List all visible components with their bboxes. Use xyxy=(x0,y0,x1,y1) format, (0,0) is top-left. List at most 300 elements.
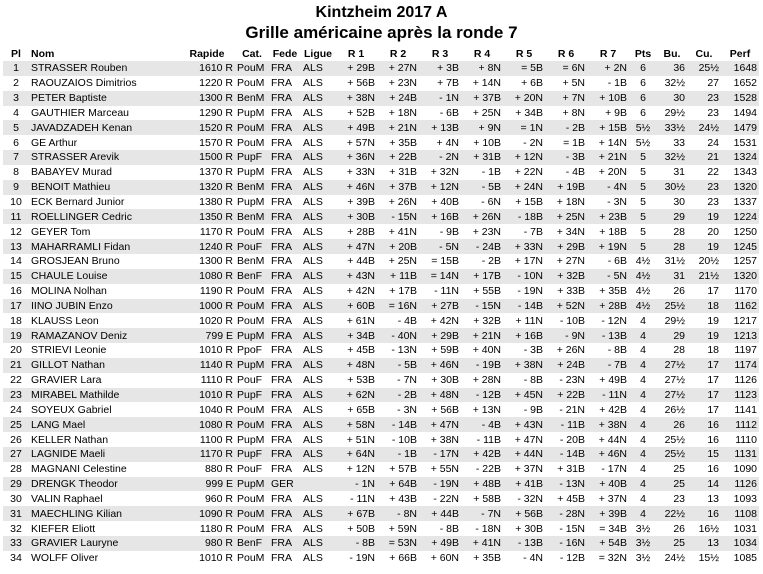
col-fede-cell: FRA xyxy=(271,166,292,179)
col-cat-cell: PpoF xyxy=(237,344,263,357)
col-fede-cell: FRA xyxy=(269,506,301,521)
col-cu-cell: 22 xyxy=(707,166,719,179)
col-r5-cell: - 14B xyxy=(503,299,545,314)
col-r7-cell: + 35B xyxy=(599,285,627,298)
col-r7-cell: + 21N xyxy=(587,150,629,165)
col-r4-cell: - 12B xyxy=(461,388,503,403)
col-pl-cell: 20 xyxy=(10,344,22,357)
col-r7-cell: - 6B xyxy=(607,255,627,268)
col-cu-header: Cu. xyxy=(695,47,713,60)
col-pts-cell: 5 xyxy=(640,196,646,209)
col-nom-cell: GRAVIER Lauryne xyxy=(29,536,179,551)
col-fede-cell: FRA xyxy=(269,180,301,195)
col-r7-cell: + 23B xyxy=(587,209,629,224)
col-fede-cell: FRA xyxy=(269,358,301,373)
col-r6-cell: + 34N xyxy=(556,225,585,238)
col-perf-cell: 1090 xyxy=(733,463,757,476)
col-ligue-cell: ALS xyxy=(303,225,323,238)
col-cu-cell: 19 xyxy=(687,239,721,254)
col-pl-cell: 2 xyxy=(13,77,19,90)
col-rapide-cell: 1370 R xyxy=(199,166,233,179)
col-perf-cell: 1224 xyxy=(721,209,759,224)
col-r6-cell: - 23N xyxy=(559,374,585,387)
col-perf-cell: 1085 xyxy=(733,552,757,565)
col-r4-cell: + 13N xyxy=(472,403,501,416)
col-r1-cell: + 12N xyxy=(346,463,375,476)
col-r3-cell: + 59B xyxy=(431,344,459,357)
col-r7-cell: = 34B xyxy=(599,522,627,535)
col-fede-cell: FRA xyxy=(271,106,292,119)
col-bu-cell: 28 xyxy=(673,344,685,357)
col-r2-cell: - 1B xyxy=(377,447,419,462)
table-row xyxy=(3,477,759,492)
page-subtitle: Grille américaine après la ronde 7 xyxy=(245,23,518,42)
col-r7-cell: + 42B xyxy=(599,403,627,416)
col-pl-cell: 10 xyxy=(10,196,22,209)
col-r7-cell: - 8B xyxy=(607,344,627,357)
table-row xyxy=(3,328,759,343)
col-r2-cell: + 11B xyxy=(377,269,419,284)
col-rapide-cell: 1010 R xyxy=(199,552,233,565)
col-r2-cell: + 37B xyxy=(377,180,419,195)
col-perf-cell: 1343 xyxy=(733,166,757,179)
col-r4-cell: + 21N xyxy=(461,328,503,343)
col-r2-cell: + 41N xyxy=(388,225,417,238)
col-ligue-cell: ALS xyxy=(301,417,335,432)
col-fede-cell: FRA xyxy=(269,299,301,314)
col-r1-cell: + 62N xyxy=(335,388,377,403)
col-nom-cell: BENOIT Mathieu xyxy=(29,180,179,195)
col-r6-cell: + 7N xyxy=(545,91,587,106)
col-pts-cell: 5½ xyxy=(635,136,651,149)
table-row xyxy=(3,224,759,239)
col-perf-cell: 1123 xyxy=(721,388,759,403)
col-cat-cell: PouM xyxy=(237,285,265,298)
col-perf-cell: 1320 xyxy=(721,180,759,195)
col-r2-cell: + 66B xyxy=(389,552,417,565)
col-r2-cell: - 15N xyxy=(377,209,419,224)
col-r3-cell: + 40B xyxy=(431,196,459,209)
col-perf-cell: 1093 xyxy=(733,492,757,505)
col-r6-cell: - 3B xyxy=(545,150,587,165)
col-fede-cell: FRA xyxy=(271,374,292,387)
col-cat-cell: PupF xyxy=(235,388,269,403)
col-r7-cell: + 44N xyxy=(598,433,627,446)
col-r4-cell: + 40N xyxy=(472,344,501,357)
col-ligue-cell: ALS xyxy=(301,299,335,314)
col-ligue-cell: ALS xyxy=(303,433,323,446)
col-fede-cell: FRA xyxy=(271,433,292,446)
col-rapide-cell: 1300 R xyxy=(179,91,235,106)
col-rapide-cell: 1380 R xyxy=(199,196,233,209)
col-pts-cell: 5 xyxy=(640,166,646,179)
col-r4-cell: + 42B xyxy=(461,447,503,462)
col-nom-cell: GROSJEAN Bruno xyxy=(31,255,120,268)
col-pts-cell: 4½ xyxy=(635,285,651,298)
col-pts-cell: 4½ xyxy=(629,269,657,284)
col-r5-cell: - 4N xyxy=(523,552,543,565)
col-nom-cell: LAGNIDE Maeli xyxy=(29,447,179,462)
col-r6-cell: - 21N xyxy=(559,403,585,416)
col-r6-cell: + 27N xyxy=(556,255,585,268)
col-r6-cell: - 13N xyxy=(545,477,587,492)
col-r5-cell: - 18B xyxy=(503,209,545,224)
col-r7-cell: + 15B xyxy=(587,120,629,135)
col-pts-cell: 6 xyxy=(640,106,646,119)
col-perf-cell: 1652 xyxy=(733,77,757,90)
col-r5-cell: + 22N xyxy=(514,166,543,179)
col-cu-cell: 13 xyxy=(687,536,721,551)
col-fede-cell: FRA xyxy=(271,344,292,357)
col-fede-header: Fede xyxy=(272,47,298,60)
col-r2-cell: - 7N xyxy=(397,374,417,387)
col-ligue-cell: ALS xyxy=(303,106,323,119)
col-bu-cell: 26 xyxy=(673,285,685,298)
col-r2-cell: - 13N xyxy=(391,344,417,357)
col-fede-cell: FRA xyxy=(271,463,292,476)
col-pts-cell: 6 xyxy=(629,91,657,106)
col-pl-cell: 11 xyxy=(3,209,29,224)
col-cu-cell: 23 xyxy=(687,180,721,195)
col-cu-cell: 17 xyxy=(707,285,719,298)
col-ligue-cell: ALS xyxy=(301,91,335,106)
col-r2-cell: + 24B xyxy=(377,91,419,106)
col-r5-cell: = 1N xyxy=(503,120,545,135)
col-cu-cell: 25½ xyxy=(687,61,721,76)
table-row xyxy=(3,180,759,195)
col-perf-cell: 1320 xyxy=(721,269,759,284)
col-cu-cell: 16 xyxy=(707,463,719,476)
col-cu-cell: 21 xyxy=(687,150,721,165)
col-r5-cell: + 56B xyxy=(503,506,545,521)
col-r7-cell: + 20N xyxy=(598,166,627,179)
col-r1-cell: + 42N xyxy=(346,285,375,298)
col-rapide-cell: 1020 R xyxy=(199,314,233,327)
col-bu-cell: 25 xyxy=(673,463,685,476)
col-r7-cell: + 39B xyxy=(587,506,629,521)
col-r5-cell: - 19N xyxy=(517,285,543,298)
col-r1-cell: + 51N xyxy=(346,433,375,446)
col-cat-cell: PouM xyxy=(235,61,269,76)
col-pl-header: Pl xyxy=(11,47,21,60)
col-r1-cell: + 61N xyxy=(346,314,375,327)
col-r3-cell: - 19N xyxy=(419,477,461,492)
col-r1-cell: + 44B xyxy=(347,255,375,268)
col-cat-cell: PupM xyxy=(235,477,269,492)
col-ligue-cell: ALS xyxy=(303,463,323,476)
header-row xyxy=(3,46,759,61)
col-r4-cell: - 5B xyxy=(461,180,503,195)
col-r7-cell: + 37N xyxy=(598,492,627,505)
col-bu-cell: 29½ xyxy=(664,314,685,327)
col-r2-cell: + 17B xyxy=(389,285,417,298)
table-row xyxy=(3,150,759,165)
col-r1-cell: + 48N xyxy=(335,358,377,373)
col-r1-cell: + 52B xyxy=(347,106,375,119)
page-title: Kintzheim 2017 A xyxy=(315,4,448,21)
col-r2-cell: + 22B xyxy=(377,150,419,165)
col-r4-cell: - 15N xyxy=(461,299,503,314)
col-r4-cell: - 22B xyxy=(475,463,501,476)
col-fede-cell: FRA xyxy=(269,269,301,284)
col-r5-cell: - 32N xyxy=(517,492,543,505)
col-r3-cell: - 9B xyxy=(439,225,459,238)
col-rapide-cell: 880 R xyxy=(204,463,233,476)
col-r5-cell: + 30B xyxy=(515,522,543,535)
col-cu-cell: 19 xyxy=(687,209,721,224)
col-r2-cell: + 26N xyxy=(388,196,417,209)
col-cat-cell: PouF xyxy=(237,463,263,476)
table-row xyxy=(3,358,759,373)
col-pts-cell: 5 xyxy=(629,209,657,224)
col-cu-cell: 23 xyxy=(687,91,721,106)
col-nom-cell: MIRABEL Mathilde xyxy=(29,388,179,403)
col-pl-cell: 12 xyxy=(10,225,22,238)
col-cat-cell: PouM xyxy=(235,120,269,135)
col-nom-cell: BABAYEV Murad xyxy=(31,166,112,179)
col-pts-cell: 4 xyxy=(629,447,657,462)
col-r1-cell: + 30B xyxy=(335,209,377,224)
col-nom-header: Nom xyxy=(31,47,55,60)
table-row xyxy=(3,447,759,462)
col-fede-cell: FRA xyxy=(269,328,301,343)
page-header xyxy=(0,0,763,43)
col-pts-cell: 4 xyxy=(640,314,646,327)
table-row xyxy=(3,432,759,447)
col-r4-cell: - 11B xyxy=(476,433,501,446)
col-bu-cell: 33 xyxy=(673,136,685,149)
col-r6-cell: + 52N xyxy=(545,299,587,314)
col-bu-cell: 26½ xyxy=(664,403,685,416)
col-pl-cell: 1 xyxy=(3,61,29,76)
col-r4-cell: - 18N xyxy=(475,522,501,535)
col-r2-cell: + 23N xyxy=(388,77,417,90)
col-cat-cell: BenF xyxy=(235,269,269,284)
col-bu-cell: 32½ xyxy=(664,77,685,90)
col-pl-cell: 5 xyxy=(3,120,29,135)
col-cu-cell: 18 xyxy=(687,299,721,314)
col-r5-cell: + 44N xyxy=(503,447,545,462)
col-r6-cell: = 1B xyxy=(563,136,585,149)
table-row xyxy=(3,491,759,506)
col-bu-cell: 25 xyxy=(657,536,687,551)
col-r6-cell: + 19B xyxy=(545,180,587,195)
col-r1-cell: + 57N xyxy=(346,136,375,149)
col-cat-cell: PouM xyxy=(237,136,265,149)
table-row xyxy=(3,120,759,135)
col-ligue-cell: ALS xyxy=(301,61,335,76)
col-pts-cell: 4 xyxy=(629,358,657,373)
col-perf-cell: 1245 xyxy=(721,239,759,254)
col-rapide-cell: 1010 R xyxy=(179,388,235,403)
col-r3-header: R 3 xyxy=(431,47,449,60)
table-row xyxy=(3,373,759,388)
col-rapide-cell: 1040 R xyxy=(199,403,233,416)
col-r7-cell: + 2N xyxy=(587,61,629,76)
col-nom-cell: MAECHLING Kilian xyxy=(29,506,179,521)
col-bu-cell: 30 xyxy=(657,91,687,106)
col-nom-cell: RAMAZANOV Deniz xyxy=(29,328,179,343)
table-row xyxy=(3,299,759,314)
col-r6-cell: + 22B xyxy=(545,388,587,403)
col-ligue-cell: ALS xyxy=(303,196,323,209)
col-bu-cell: 23 xyxy=(673,492,685,505)
col-r4-cell: - 7N xyxy=(461,506,503,521)
col-r5-cell: + 11N xyxy=(515,314,543,327)
col-fede-cell: FRA xyxy=(269,150,301,165)
table-row xyxy=(3,343,759,358)
col-r2-cell: + 64B xyxy=(377,477,419,492)
col-r5-cell: + 38N xyxy=(503,358,545,373)
col-r7-cell: - 4N xyxy=(587,180,629,195)
col-r3-cell: - 5N xyxy=(419,239,461,254)
col-r3-cell: - 22N xyxy=(433,492,459,505)
col-fede-cell: GER xyxy=(269,477,301,492)
col-rapide-cell: 999 E xyxy=(179,477,235,492)
col-perf-cell: 1126 xyxy=(734,374,757,387)
col-perf-cell: 1257 xyxy=(733,255,757,268)
col-pl-cell: 14 xyxy=(10,255,22,268)
col-r1-cell: + 64N xyxy=(335,447,377,462)
col-perf-cell: 1494 xyxy=(733,106,757,119)
col-rapide-cell: 1000 R xyxy=(179,299,235,314)
col-r5-cell: - 7B xyxy=(523,225,543,238)
col-cat-cell: PupM xyxy=(235,358,269,373)
col-r2-header: R 2 xyxy=(389,47,407,60)
col-ligue-cell: ALS xyxy=(303,314,323,327)
col-cu-cell: 17 xyxy=(707,374,719,387)
col-r5-cell: + 16B xyxy=(503,328,545,343)
col-ligue-cell: ALS xyxy=(301,269,335,284)
table-row xyxy=(3,91,759,106)
col-r3-cell: - 6B xyxy=(439,106,459,119)
col-perf-cell: 1162 xyxy=(721,299,759,314)
col-r1-cell: + 50B xyxy=(347,522,375,535)
col-r5-cell: - 9B xyxy=(523,403,543,416)
col-r5-cell: + 17N xyxy=(514,255,543,268)
col-perf-cell: 1034 xyxy=(721,536,759,551)
col-r6-cell: - 9N xyxy=(545,328,587,343)
table-row xyxy=(3,165,759,180)
col-fede-cell: FRA xyxy=(269,91,301,106)
col-pl-cell: 3 xyxy=(3,91,29,106)
col-r2-cell: - 10B xyxy=(391,433,417,446)
col-r7-cell: - 7B xyxy=(587,358,629,373)
col-rapide-cell: 1180 R xyxy=(199,522,233,535)
col-bu-cell: 25½ xyxy=(657,299,687,314)
col-perf-cell: 1131 xyxy=(721,447,759,462)
col-nom-cell: DRENGK Theodor xyxy=(29,477,179,492)
col-ligue-cell: ALS xyxy=(301,506,335,521)
col-r6-cell: = 6N xyxy=(545,61,587,76)
col-r5-cell: - 3B xyxy=(523,344,543,357)
col-cu-cell: 27 xyxy=(707,77,719,90)
col-nom-cell: SOYEUX Gabriel xyxy=(31,403,112,416)
col-bu-cell: 25½ xyxy=(657,447,687,462)
col-r7-cell: - 1B xyxy=(607,77,627,90)
col-cat-cell: PupM xyxy=(237,196,265,209)
col-r3-cell: + 13B xyxy=(419,120,461,135)
col-pts-header: Pts xyxy=(634,47,652,60)
col-rapide-cell: 1170 R xyxy=(199,225,233,238)
col-pl-cell: 33 xyxy=(3,536,29,551)
col-cat-cell: BenF xyxy=(235,536,269,551)
table-row xyxy=(3,536,759,551)
col-r4-cell: + 41N xyxy=(461,536,503,551)
col-r2-cell: = 53N xyxy=(377,536,419,551)
col-pts-cell: 4 xyxy=(640,463,646,476)
col-r3-cell: + 55N xyxy=(430,463,459,476)
col-bu-cell: 31½ xyxy=(664,255,685,268)
col-r6-cell: + 8N xyxy=(562,106,585,119)
col-fede-cell: FRA xyxy=(271,255,292,268)
col-r2-cell: + 57B xyxy=(389,463,417,476)
col-perf-cell: 1324 xyxy=(721,150,759,165)
col-r2-cell: + 43B xyxy=(389,492,417,505)
col-r3-cell: + 56B xyxy=(431,403,459,416)
col-rapide-cell: 1320 R xyxy=(179,180,235,195)
col-r3-cell: + 42N xyxy=(430,314,459,327)
col-pl-cell: 16 xyxy=(10,285,22,298)
col-ligue-cell: ALS xyxy=(301,447,335,462)
col-r3-cell: + 16B xyxy=(419,209,461,224)
col-pl-cell: 7 xyxy=(3,150,29,165)
col-pts-cell: 3½ xyxy=(635,522,651,535)
col-r5-cell: + 15B xyxy=(515,196,543,209)
col-fede-cell: FRA xyxy=(269,536,301,551)
col-r2-cell: - 3N xyxy=(397,403,417,416)
col-r2-cell: + 18N xyxy=(388,106,417,119)
col-ligue-cell: ALS xyxy=(301,180,335,195)
col-fede-cell: FRA xyxy=(271,196,292,209)
col-cat-cell: BenM xyxy=(237,255,265,268)
col-pts-cell: 4 xyxy=(629,506,657,521)
col-r7-cell: - 13B xyxy=(587,328,629,343)
col-fede-cell: FRA xyxy=(271,136,292,149)
col-fede-cell: FRA xyxy=(269,61,301,76)
col-cat-cell: PouM xyxy=(237,77,265,90)
col-r3-cell: + 38N xyxy=(430,433,459,446)
col-pl-cell: 25 xyxy=(3,417,29,432)
col-rapide-cell: 1080 R xyxy=(179,417,235,432)
col-cu-cell: 21½ xyxy=(687,269,721,284)
col-fede-cell: FRA xyxy=(269,417,301,432)
col-r7-cell: + 38N xyxy=(587,417,629,432)
col-r5-cell: + 33N xyxy=(503,239,545,254)
col-cat-cell: PouM xyxy=(237,492,265,505)
col-cat-cell: PouM xyxy=(237,522,265,535)
col-cu-cell: 16 xyxy=(707,433,719,446)
col-pl-cell: 26 xyxy=(10,433,22,446)
col-fede-cell: FRA xyxy=(271,285,292,298)
col-perf-cell: 1112 xyxy=(721,417,759,432)
col-pl-cell: 9 xyxy=(3,180,29,195)
table-row xyxy=(3,313,759,328)
col-rapide-cell: 1110 R xyxy=(200,374,233,387)
col-pl-cell: 6 xyxy=(13,136,19,149)
col-nom-cell: GEYER Tom xyxy=(31,225,91,238)
col-r4-cell: + 35B xyxy=(473,552,501,565)
col-r6-cell: - 15N xyxy=(559,522,585,535)
col-cu-cell: 18 xyxy=(707,344,719,357)
col-rapide-cell: 799 E xyxy=(179,328,235,343)
col-r2-cell: - 5B xyxy=(377,358,419,373)
col-r3-cell: + 27B xyxy=(419,299,461,314)
col-rapide-cell: 960 R xyxy=(204,492,233,505)
table-row xyxy=(3,76,759,91)
col-r4-cell: + 55B xyxy=(473,285,501,298)
col-cat-cell: PouM xyxy=(237,403,265,416)
